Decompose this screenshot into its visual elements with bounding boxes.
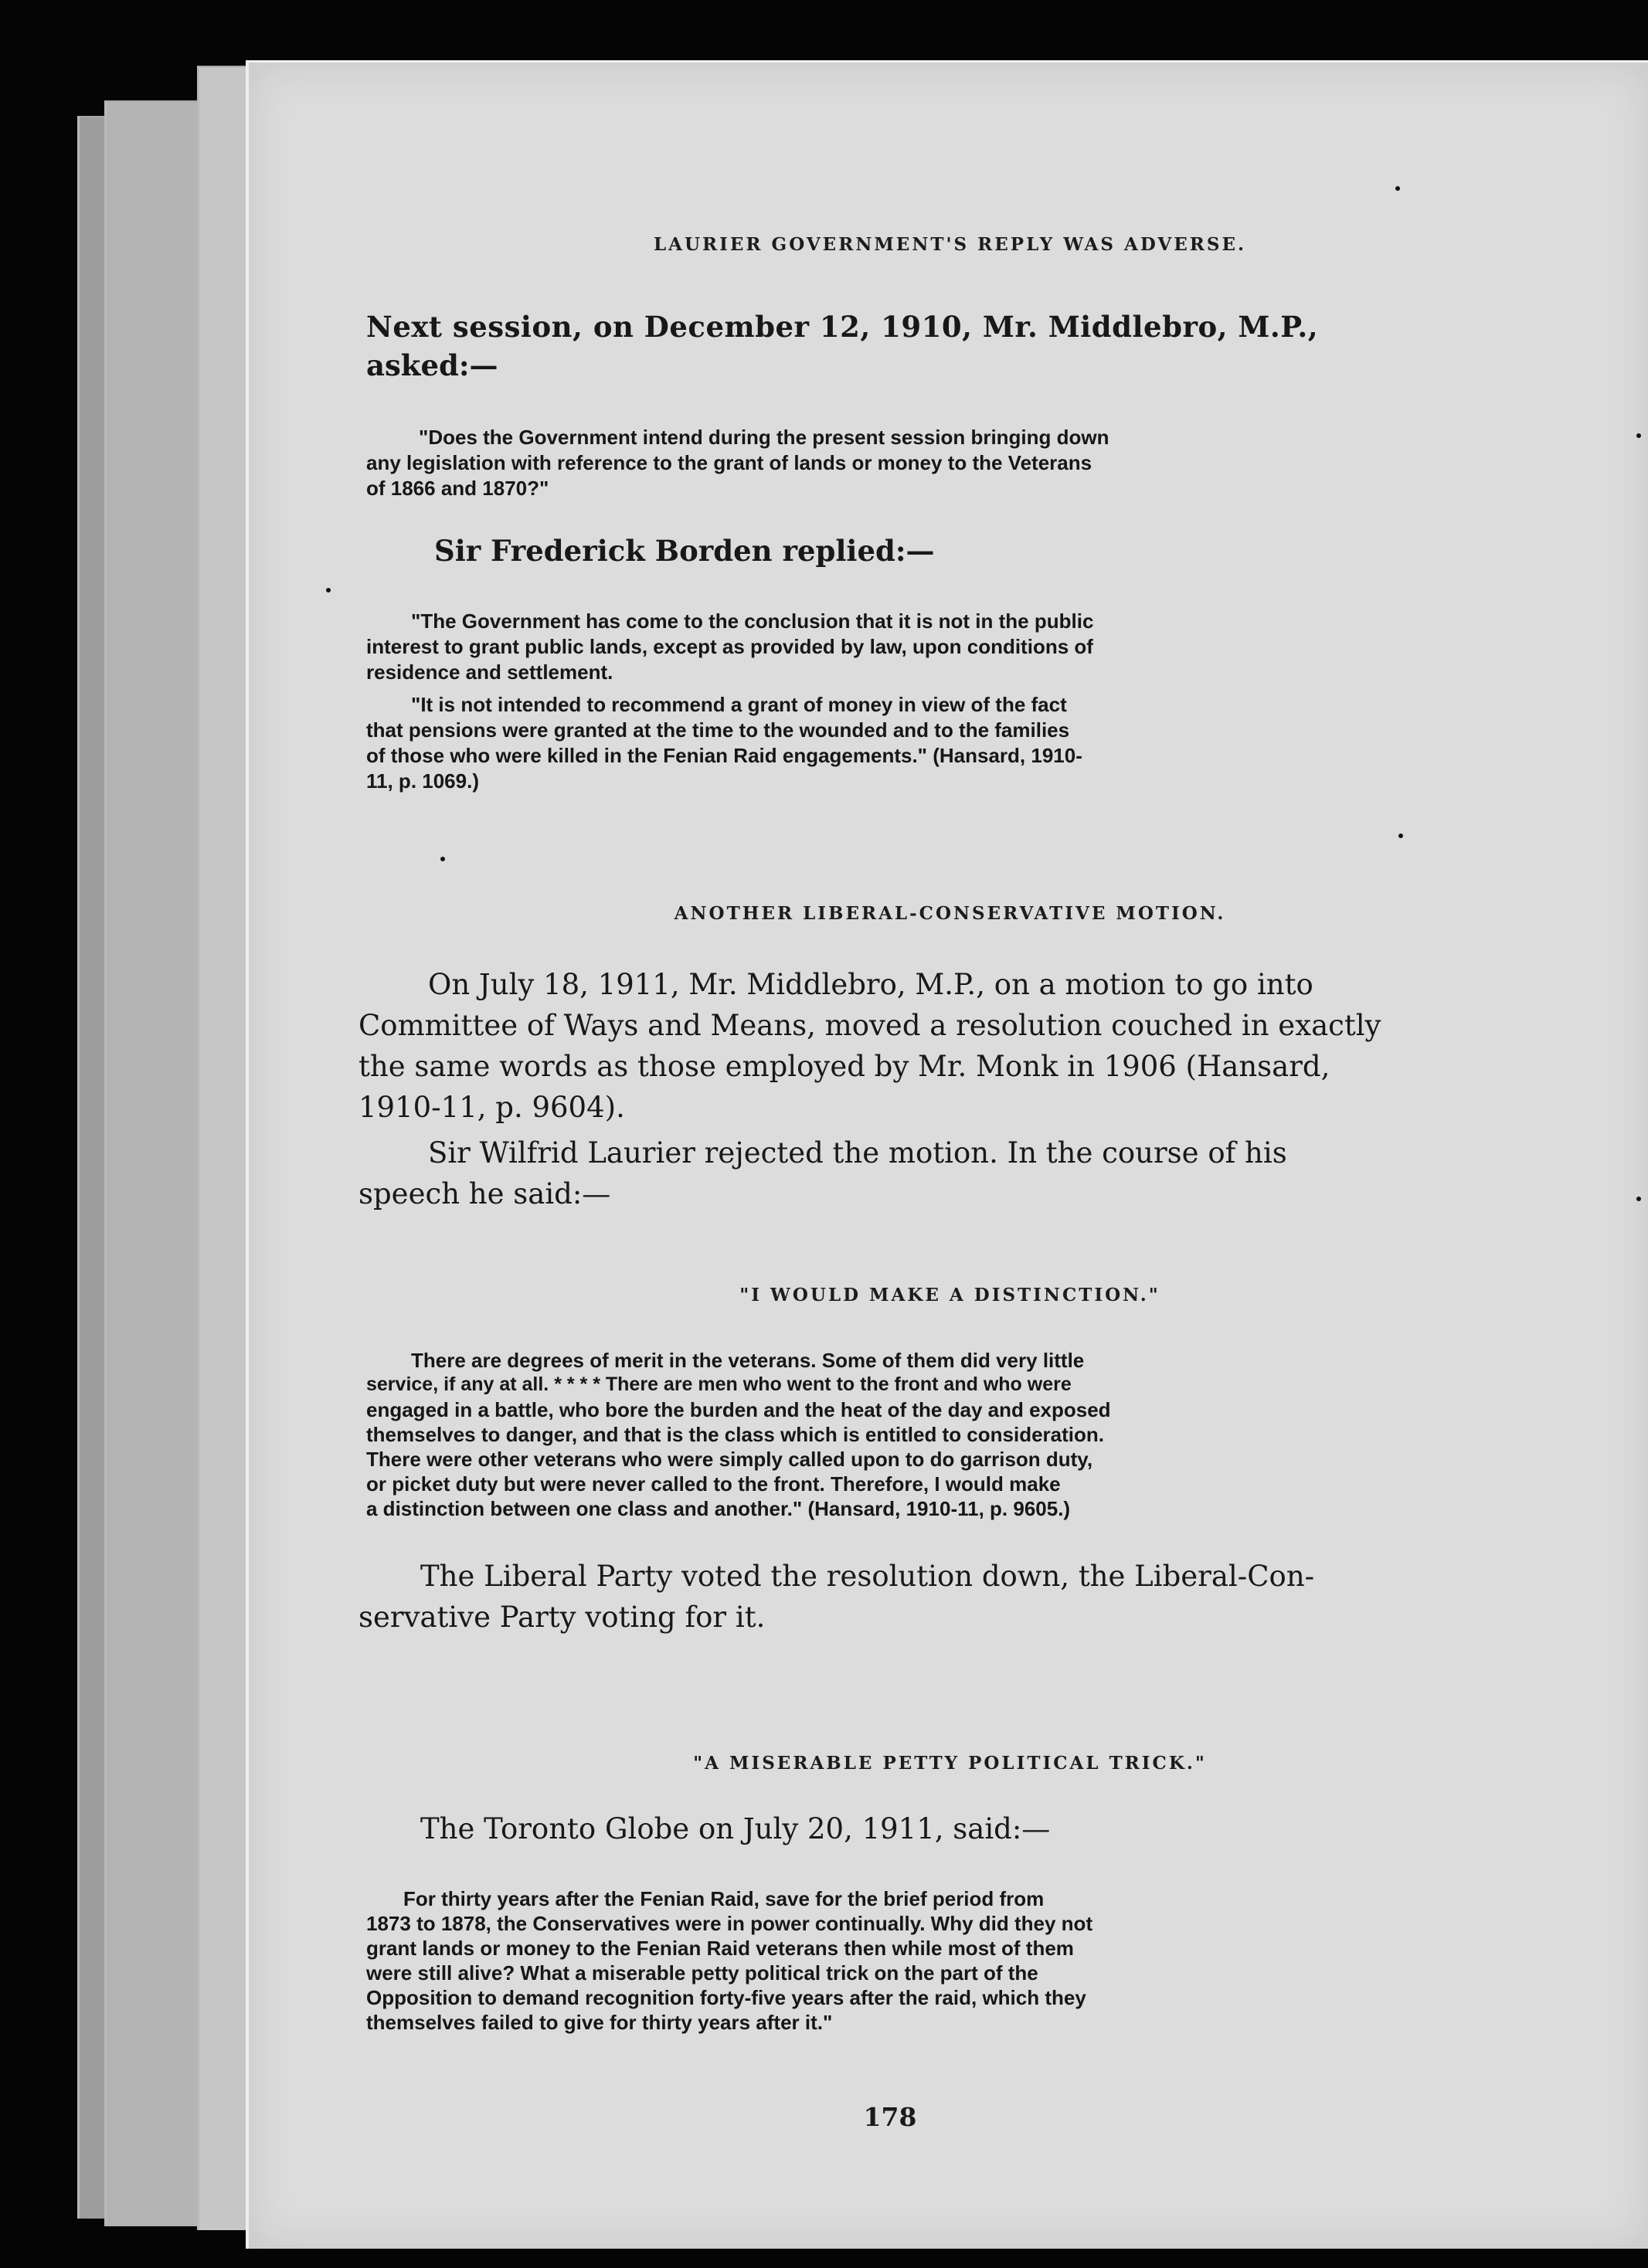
quote-line: For thirty years after the Fenian Raid, save for the brief period from [403,1887,1045,1910]
quote-line: that pensions were granted at the time to the wounded and to the families [366,718,1070,742]
body-line: The Toronto Globe on July 20, 1911, said:— [420,1812,1051,1845]
section-heading: ANOTHER LIBERAL-CONSERVATIVE MOTION. [674,903,1226,924]
body-line: servative Party voting for it. [358,1601,766,1634]
scan-speck [1636,1197,1641,1201]
quote-line: themselves failed to give for thirty years after it." [366,2011,833,2034]
quote-line: of those who were killed in the Fenian Raid engagements." (Hansard, 1910- [366,744,1082,767]
body-line: 1910-11, p. 9604). [358,1091,625,1124]
section-heading: "A MISERABLE PETTY POLITICAL TRICK." [693,1753,1207,1774]
quote-line: or picket duty but were never called to the front. Therefore, I would make [366,1472,1061,1496]
quote-line: of 1866 and 1870?" [366,477,549,500]
quote-line: There were other veterans who were simply called upon to do garrison duty, [366,1448,1093,1471]
quote-line: 11, p. 1069.) [366,769,479,793]
quote-line: Opposition to demand recognition forty-five years after the raid, which they [366,1986,1086,2009]
body-line: On July 18, 1911, Mr. Middlebro, M.P., on a motion to go into [428,968,1313,1001]
quote-line: There are degrees of merit in the veterans. Some of them did very little [411,1349,1085,1372]
document-page [246,60,1648,2249]
page-number: 178 [863,2102,917,2132]
scan-speck [440,857,445,861]
quote-line: interest to grant public lands, except as provided by law, upon conditions of [366,635,1093,658]
quote-line: grant lands or money to the Fenian Raid veterans then while most of them [366,1937,1074,1960]
section-heading: "I WOULD MAKE A DISTINCTION." [739,1285,1160,1305]
quote-line: a distinction between one class and another." (Hansard, 1910-11, p. 9605.) [366,1497,1071,1520]
scan-speck [1398,834,1403,838]
body-line: Next session, on December 12, 1910, Mr. Middlebro, M.P., [366,310,1319,344]
quote-line: "The Government has come to the conclusion that it is not in the public [411,609,1094,633]
quote-line: 1873 to 1878, the Conservatives were in power continually. Why did they not [366,1912,1093,1935]
body-line: speech he said:— [358,1177,611,1210]
scan-speck [1395,186,1400,191]
body-line: asked:— [366,348,498,382]
body-line: Sir Frederick Borden replied:— [434,534,935,568]
quote-line: service, if any at all. * * * * There are men who went to the front and who were [366,1373,1072,1395]
body-line: The Liberal Party voted the resolution down, the Liberal-Con- [420,1560,1315,1593]
scan-speck [326,588,331,592]
body-line: the same words as those employed by Mr. Monk in 1906 (Hansard, [358,1050,1330,1083]
quote-line: "It is not intended to recommend a grant of money in view of the fact [411,693,1067,716]
section-heading: LAURIER GOVERNMENT'S REPLY WAS ADVERSE. [653,234,1247,255]
quote-line: engaged in a battle, who bore the burden and the heat of the day and exposed [366,1398,1111,1421]
body-line: Sir Wilfrid Laurier rejected the motion. In the course of his [428,1136,1287,1170]
scan-speck [1636,433,1641,438]
body-line: Committee of Ways and Means, moved a resolution couched in exactly [358,1009,1381,1042]
quote-line: residence and settlement. [366,660,613,684]
quote-line: "Does the Government intend during the present session bringing down [419,426,1109,449]
quote-line: themselves to danger, and that is the class which is entitled to consideration. [366,1423,1105,1446]
quote-line: were still alive? What a miserable petty political trick on the part of the [366,1961,1038,1984]
quote-line: any legislation with reference to the grant of lands or money to the Veterans [366,451,1092,474]
